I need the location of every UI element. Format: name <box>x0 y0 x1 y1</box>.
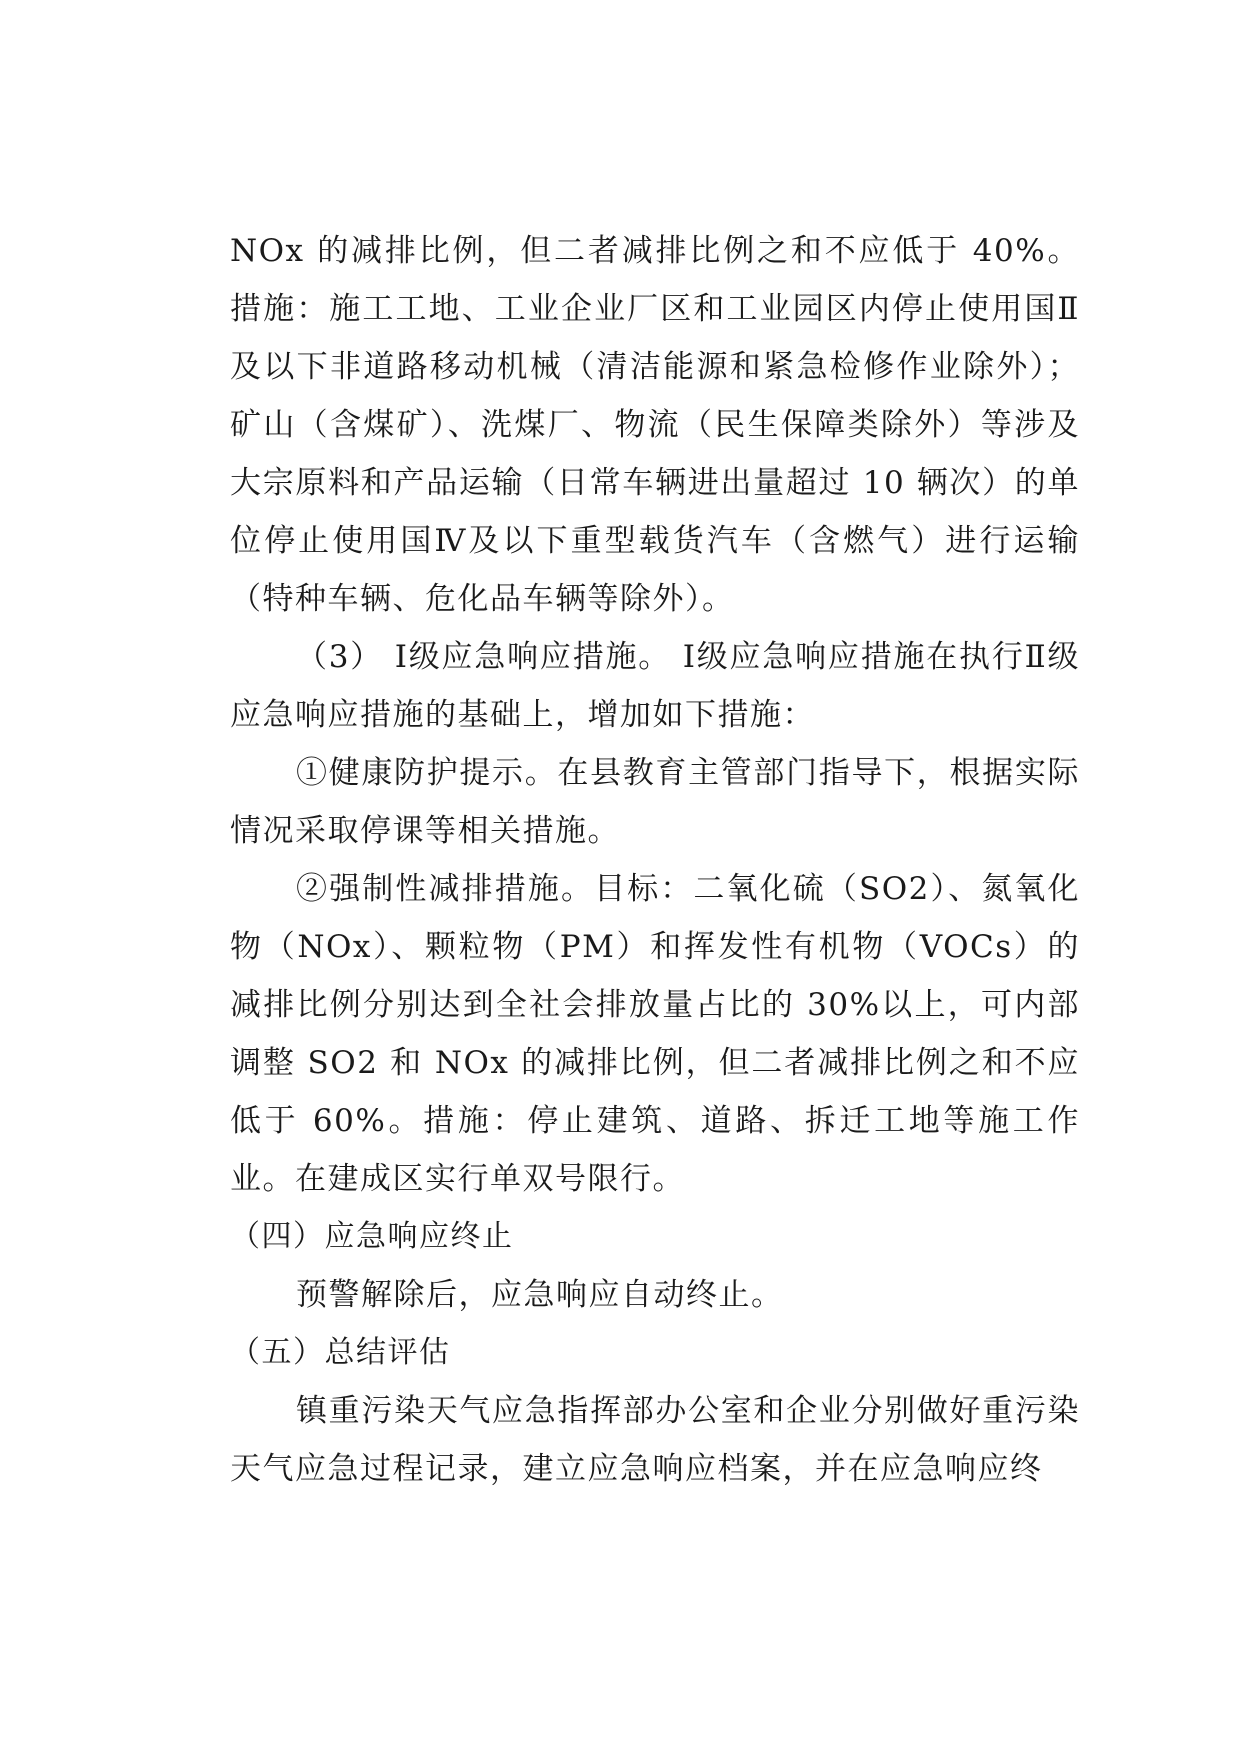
section-heading-termination: （四）应急响应终止 <box>230 1219 514 1254</box>
section-heading-evaluation: （五）总结评估 <box>230 1335 451 1370</box>
document-body <box>230 222 1080 1498</box>
paragraph-mandatory-reduction: ②强制性减排措施。目标：二氧化硫（SO2）、氮氧化物（NOx）、颗粒物（PM）和挥发性有机物（VOCs）的减排比例分别达到全社会排放量占比的 30%以上，可内部调整 SO2 和 NOx 的减排比例，但二者减排比例之和不应低于 60%。措施：停止建筑、道路、拆迁工地等施工作业。在建成区实行单双号限行。 <box>230 871 1080 1197</box>
paragraph-level1-measures: （3） Ⅰ级应急响应措施。 Ⅰ级应急响应措施在执行Ⅱ级应急响应措施的基础上，增加如下措施： <box>230 639 1080 733</box>
paragraph-termination: 预警解除后，应急响应自动终止。 <box>296 1277 784 1313</box>
paragraph-continuation: NOx 的减排比例，但二者减排比例之和不应低于 40%。措施：施工工地、工业企业厂区和工业园区内停止使用国Ⅱ及以下非道路移动机械（清洁能源和紧急检修作业除外）；矿山（含煤矿）、洗煤厂、物流（民生保障类除外）等涉及大宗原料和产品运输（日常车辆进出量超过 10 辆次）的单位停止使用国Ⅳ及以下重型载货汽车（含燃气）进行运输（特种车辆、危化品车辆等除外）。 <box>230 233 1080 617</box>
paragraph-health-protection: ①健康防护提示。在县教育主管部门指导下，根据实际情况采取停课等相关措施。 <box>230 755 1080 849</box>
paragraph-evaluation: 镇重污染天气应急指挥部办公室和企业分别做好重污染天气应急过程记录，建立应急响应档案，并在应急响应终 <box>230 1393 1080 1487</box>
